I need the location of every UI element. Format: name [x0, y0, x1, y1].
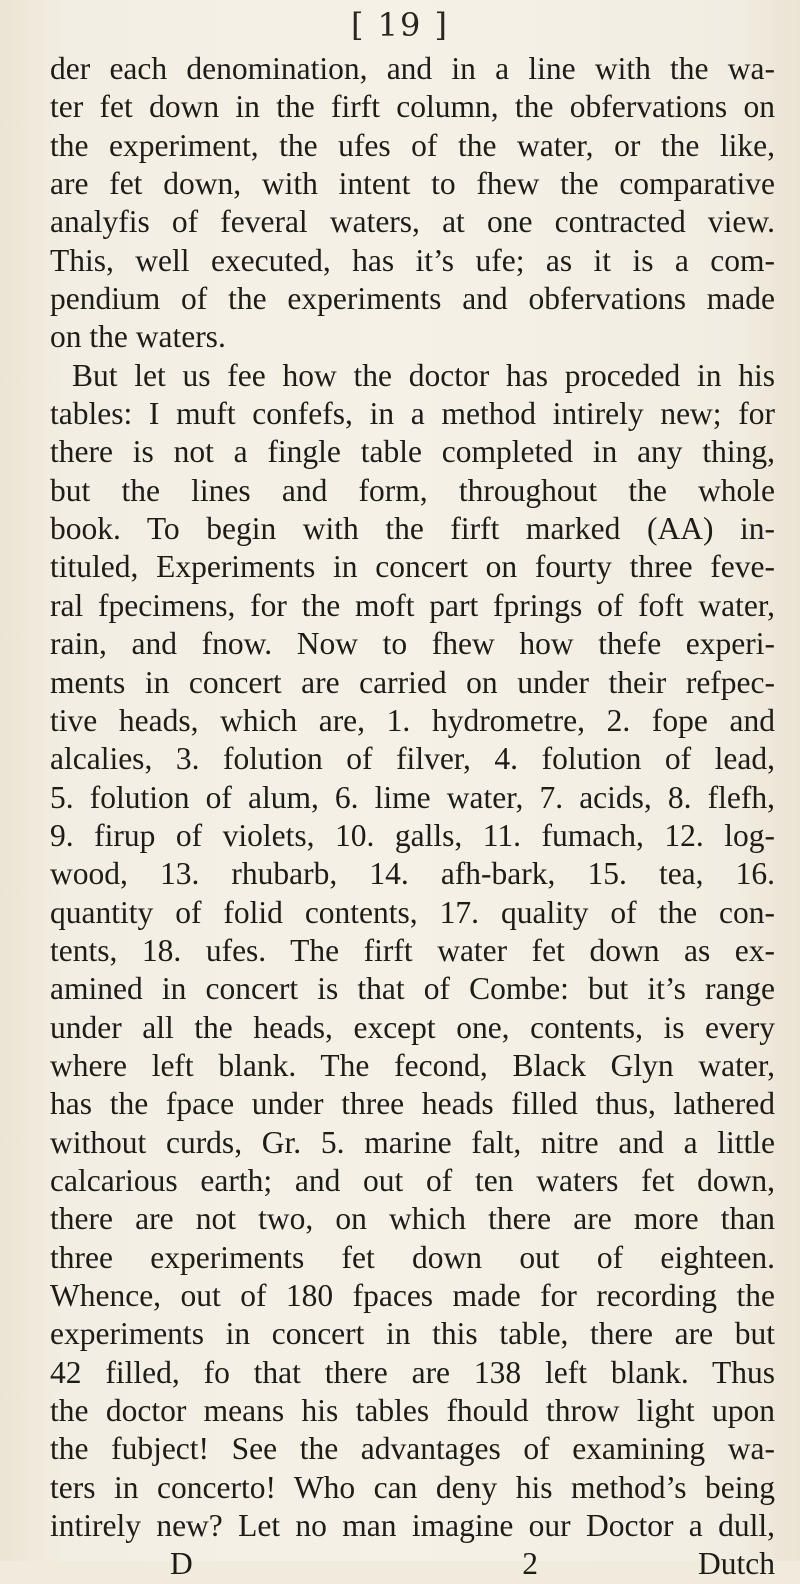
- text-line: there is not a fingle table completed in any thing,: [50, 434, 775, 470]
- text-line: on the waters.: [50, 319, 226, 355]
- text-line: ters in concerto! Who can deny his method’s being: [50, 1469, 775, 1505]
- text-line: experiments in concert in this table, there are but: [50, 1316, 775, 1352]
- text-line: ral fpecimens, for the moft part fprings of foft water,: [50, 587, 775, 623]
- text-line: tents, 18. ufes. The firft water fet down as ex-: [50, 932, 775, 968]
- text-line: the fubject! See the advantages of examining wa-: [50, 1431, 775, 1467]
- page-number-header: [ 19 ]: [350, 6, 450, 44]
- text-line: has the fpace under three heads filled thus, lathered: [50, 1086, 775, 1122]
- text-line: wood, 13. rhubarb, 14. afh-bark, 15. tea, 16.: [50, 856, 775, 892]
- text-line: But let us fee how the doctor has proceded in his: [72, 357, 775, 393]
- body-text: [50, 50, 775, 1584]
- text-line: book. To begin with the firft marked (AA) in-: [50, 511, 775, 547]
- catchword: Dutch: [698, 1546, 775, 1582]
- text-line: but the lines and form, throughout the whole: [50, 472, 775, 508]
- text-line: under all the heads, except one, contents, is every: [50, 1009, 775, 1045]
- text-line: der each denomination, and in a line with the wa-: [50, 51, 775, 86]
- text-line: ter fet down in the firft column, the obfervations on: [50, 89, 775, 125]
- text-line: amined in concert is that of Combe: but it’s range: [50, 971, 775, 1007]
- signature-mark: D 2: [170, 1546, 539, 1582]
- text-line: rain, and fnow. Now to fhew how thefe experi-: [50, 626, 775, 662]
- text-line: tituled, Experiments in concert on fourty three feve-: [50, 549, 775, 585]
- text-line: 42 filled, fo that there are 138 left blank. Thus: [50, 1354, 775, 1390]
- text-line: pendium of the experiments and obfervations made: [50, 281, 775, 317]
- text-line: tables: I muft confefs, in a method intirely new; for: [50, 396, 775, 432]
- text-line: 9. firup of violets, 10. galls, 11. fumach, 12. log-: [50, 817, 775, 853]
- text-line: the experiment, the ufes of the water, or the like,: [50, 127, 775, 163]
- text-line: tive heads, which are, 1. hydrometre, 2. fope and: [50, 702, 775, 738]
- text-line: the doctor means his tables fhould throw light upon: [50, 1393, 775, 1429]
- text-line: intirely new? Let no man imagine our Doctor a dull,: [50, 1508, 775, 1544]
- text-line: quantity of folid contents, 17. quality of the con-: [50, 894, 775, 930]
- text-line: ments in concert are carried on under their refpec-: [50, 664, 775, 700]
- text-line: are fet down, with intent to fhew the comparative: [50, 166, 775, 202]
- signature-line: [50, 1545, 775, 1583]
- text-line: 5. folution of alum, 6. lime water, 7. acids, 8. flefh,: [50, 779, 775, 815]
- text-line: where left blank. The fecond, Black Glyn water,: [50, 1047, 775, 1083]
- text-line: This, well executed, has it’s ufe; as it is a com-: [50, 242, 775, 278]
- text-line: alcalies, 3. folution of filver, 4. folution of lead,: [50, 741, 775, 777]
- text-line: three experiments fet down out of eighteen.: [50, 1239, 775, 1275]
- text-line: there are not two, on which there are more than: [50, 1201, 775, 1237]
- text-line: calcarious earth; and out of ten waters fet down,: [50, 1162, 775, 1198]
- text-line: without curds, Gr. 5. marine falt, nitre and a little: [50, 1124, 775, 1160]
- text-line: analyfis of feveral waters, at one contracted view.: [50, 204, 775, 240]
- text-line: Whence, out of 180 fpaces made for recording the: [50, 1278, 775, 1313]
